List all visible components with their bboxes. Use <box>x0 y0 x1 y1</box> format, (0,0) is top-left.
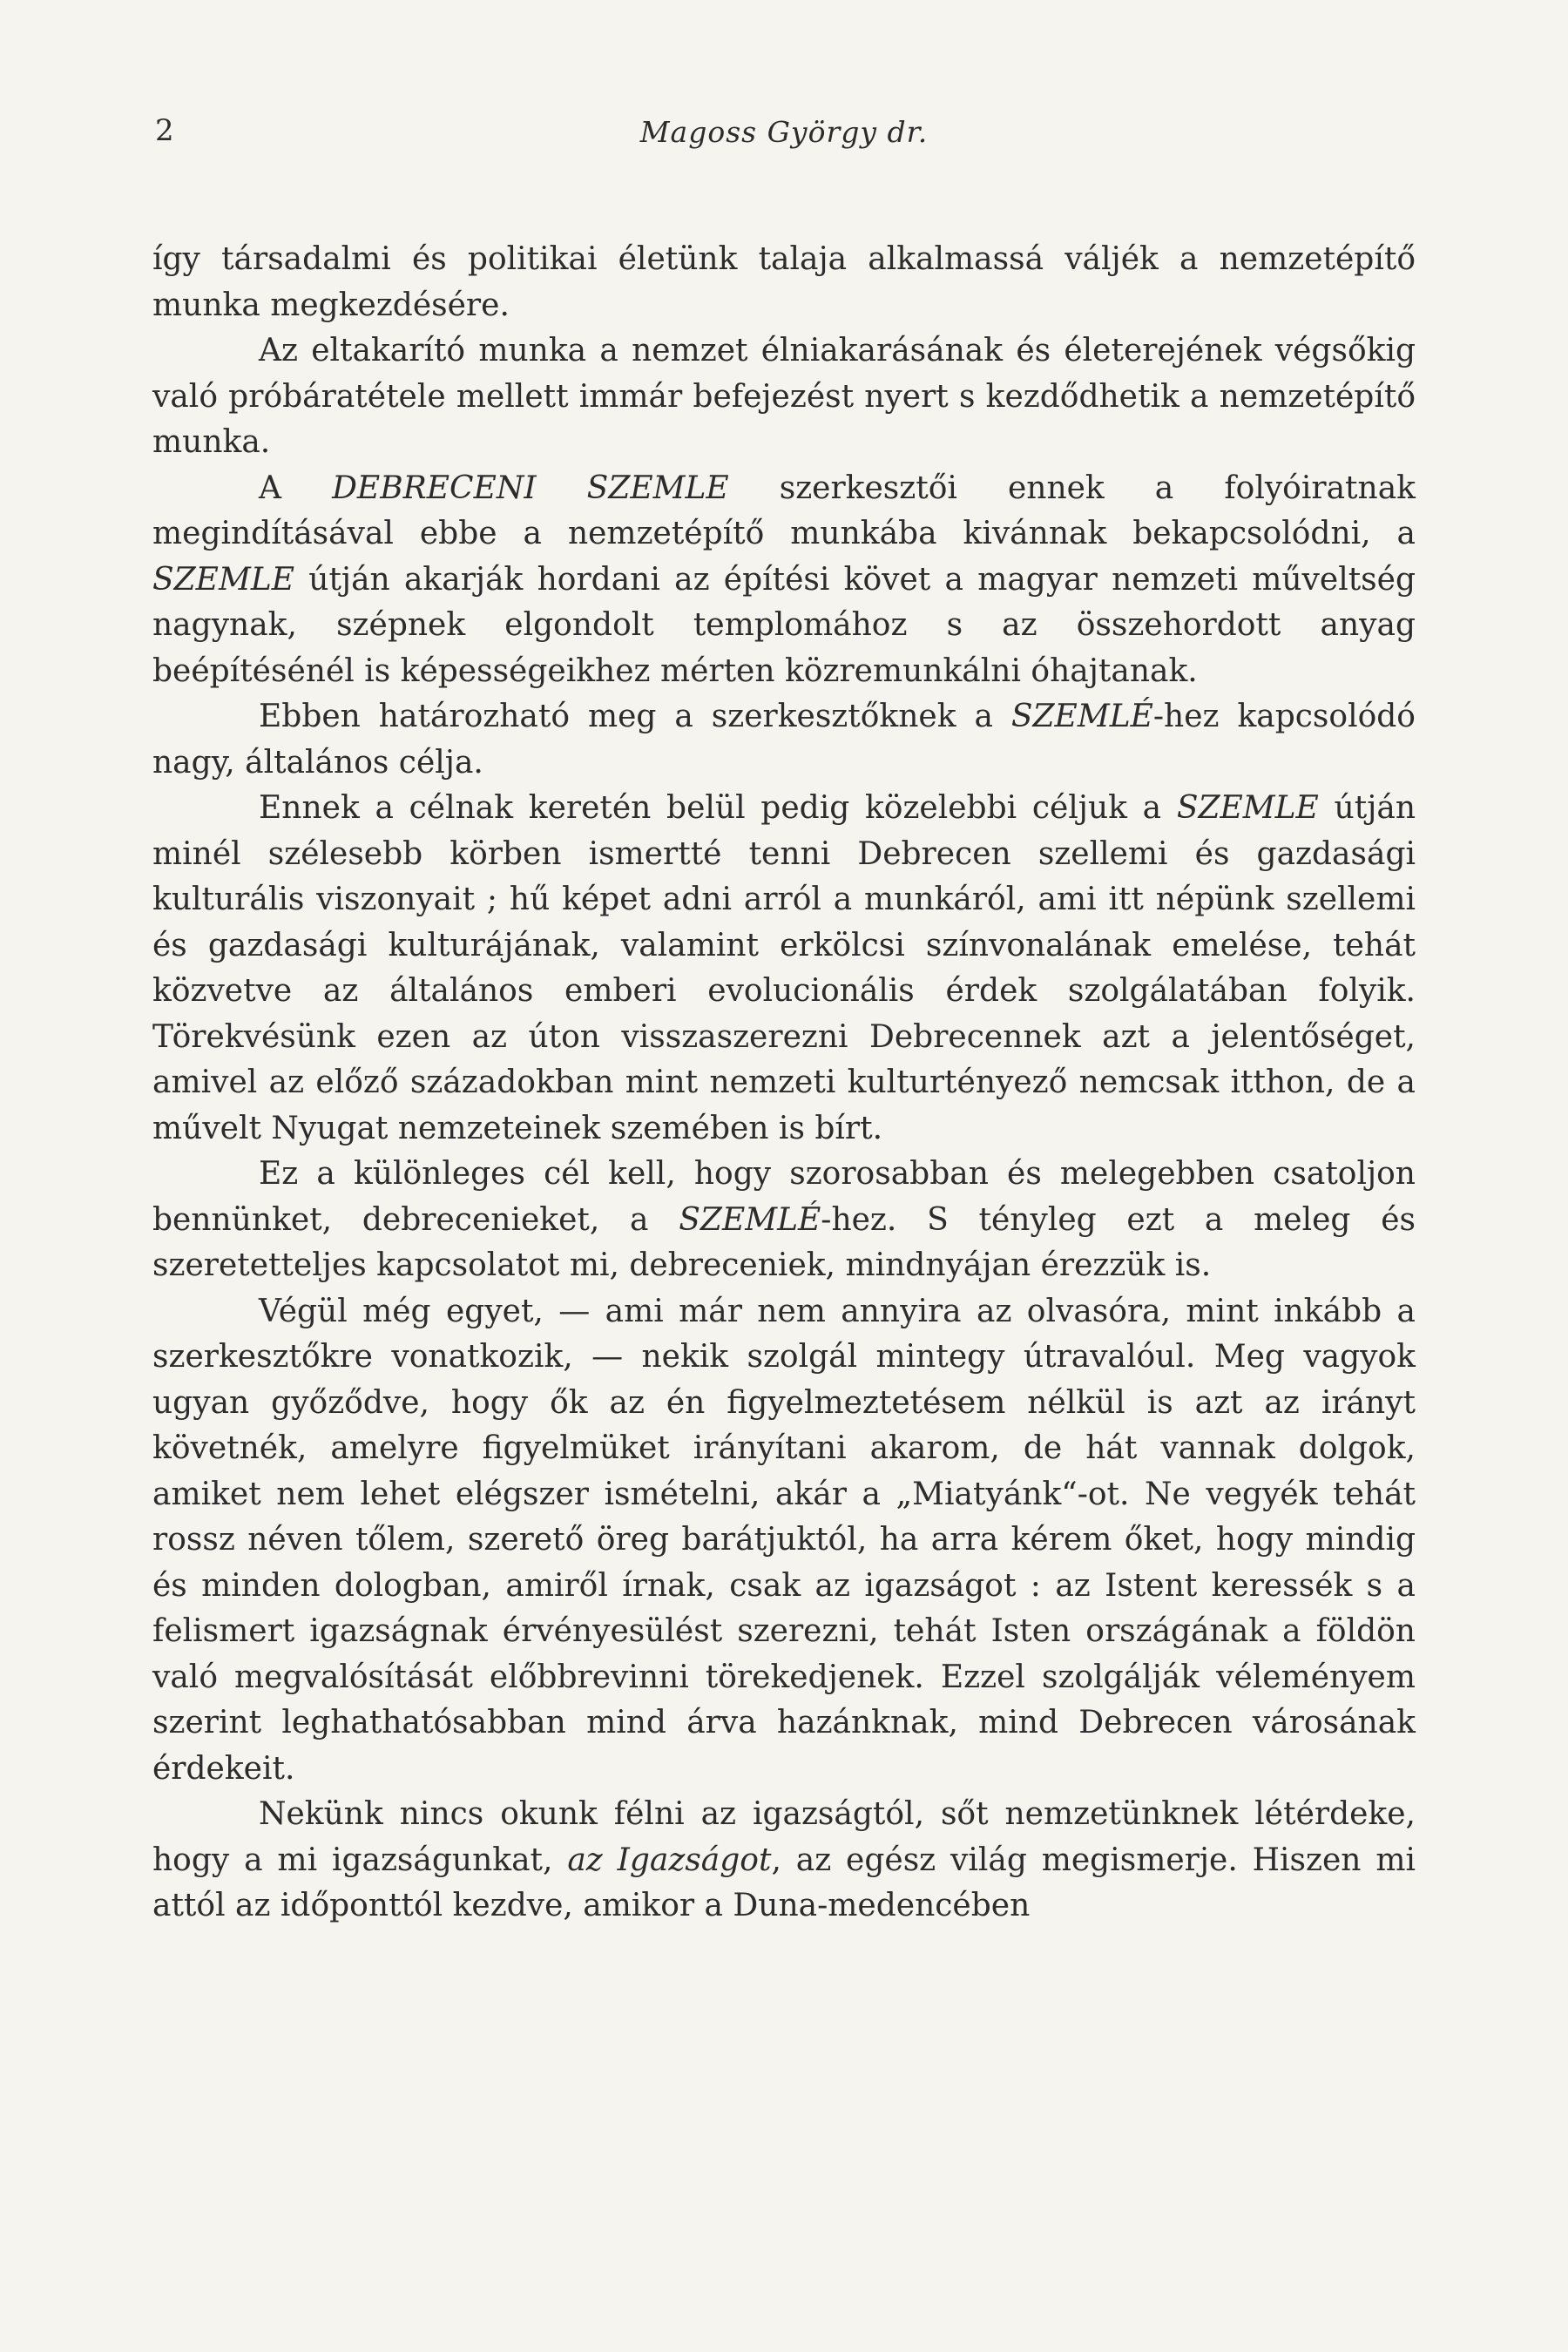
text-segment: Ez a különleges cél kell, hogy szorosabban és melegebben csatoljon bennünket, debrecenieket, a <box>152 1156 1416 1238</box>
italic-text: DEBRECENI SZEMLE <box>332 470 729 506</box>
text-segment: Ennek a célnak keretén belül pedig közelebbi céljuk a <box>259 790 1177 826</box>
text-segment: -hez. S tényleg ezt a meleg és szeretetteljes kapcsolatot mi, debreceniek, mindnyájan érezzük is. <box>152 1201 1416 1283</box>
text-segment: útján akarják hordani az építési követ a magyar nemzeti műveltség nagynak, szépnek elgondolt templomához s az összehordott anyag beépítésénél is képességeikhez mérten közremunkálni óhajtanak. <box>152 561 1416 689</box>
paragraph <box>152 694 1416 786</box>
italic-text: SZEMLE <box>152 561 295 598</box>
text-segment: Az eltakarító munka a nemzet élniakarásának és életerejének végsőkig való próbáratétele mellett immár befejezést nyert s kezdődhetik a nemzetépítő munka. <box>152 333 1416 460</box>
text-segment: Végül még egyet, — ami már nem annyira az olvasóra, mint inkább a szerkesztőkre vonatkozik, — nekik szolgál mintegy útravalóul. Meg vagyok ugyan győződve, hogy ők az én figyelmeztetésem nélkül is azt az irányt követnék, amelyre figyelmüket irányítani akarom, de hát vannak dolgok, amiket nem lehet elégszer ismételni, akár a „Miatyánk“-ot. Ne vegyék tehát rossz néven tőlem, szerető öreg barátjuktól, ha arra kérem őket, hogy mindig és minden dologban, amiről írnak, csak az igazságot : az Istent keressék s a felismert igazságnak érvényesülést szerezni, tehát Isten országának a földön való megvalósítását előbbrevinni törekedjenek. Ezzel szolgálják véleményem szerint leghathatósabban mind árva hazánknak, mind Debrecen városának érdekeit. <box>152 1293 1416 1787</box>
page-header <box>148 113 1420 166</box>
text-segment: -hez kapcsolódó nagy, általános célja. <box>152 699 1416 781</box>
running-head: Magoss György dr. <box>639 115 929 149</box>
paragraph <box>152 1792 1416 1930</box>
text-segment: Ebben határozható meg a szerkesztőknek a <box>259 699 1011 734</box>
paragraph <box>152 237 1416 328</box>
paragraph <box>152 466 1416 695</box>
italic-text: SZEMLÉ <box>1010 699 1153 734</box>
italic-text: SZEMLE <box>1176 790 1319 826</box>
text-segment: A <box>259 470 333 506</box>
paragraph <box>152 1289 1416 1793</box>
paragraph <box>152 786 1416 1152</box>
text-segment: szerkesztői ennek a folyóiratnak megindításával ebbe a nemzetépítő munkába kivánnak bekapcsolódni, a <box>152 470 1416 551</box>
text-segment: útján minél szélesebb körben ismertté tenni Debrecen szellemi és gazdasági kulturális viszonyait ; hű képet adni arról a munkáról, ami itt népünk szellemi és gazdasági kulturájának, valamint erkölcsi színvonalának emelése, tehát közvetve az általános emberi evolucionális érdek szolgálatában folyik. Törekvésünk ezen az úton visszaszerezni Debrecennek azt a jelentőséget, amivel az előző századokban mint nemzeti kulturtényező nemcsak itthon, de a művelt Nyugat nemzeteinek szemében is bírt. <box>152 790 1416 1146</box>
text-segment: Nekünk nincs okunk félni az igazságtól, sőt nemzetünknek létérdeke, hogy a mi igazságunkat, <box>152 1796 1416 1878</box>
paragraph <box>152 328 1416 466</box>
italic-text: SZEMLÉ <box>679 1201 821 1238</box>
paragraph <box>152 1152 1416 1289</box>
page-number: 2 <box>155 113 175 148</box>
italic-text: az Igazságot <box>567 1842 772 1878</box>
text-segment: így társadalmi és politikai életünk talaja alkalmassá váljék a nemzetépítő munka megkezdésére. <box>152 241 1416 323</box>
text-segment: , az egész világ megismerje. Hiszen mi attól az időponttól kezdve, amikor a Duna-medencében <box>152 1842 1416 1923</box>
body-text <box>152 237 1416 1930</box>
